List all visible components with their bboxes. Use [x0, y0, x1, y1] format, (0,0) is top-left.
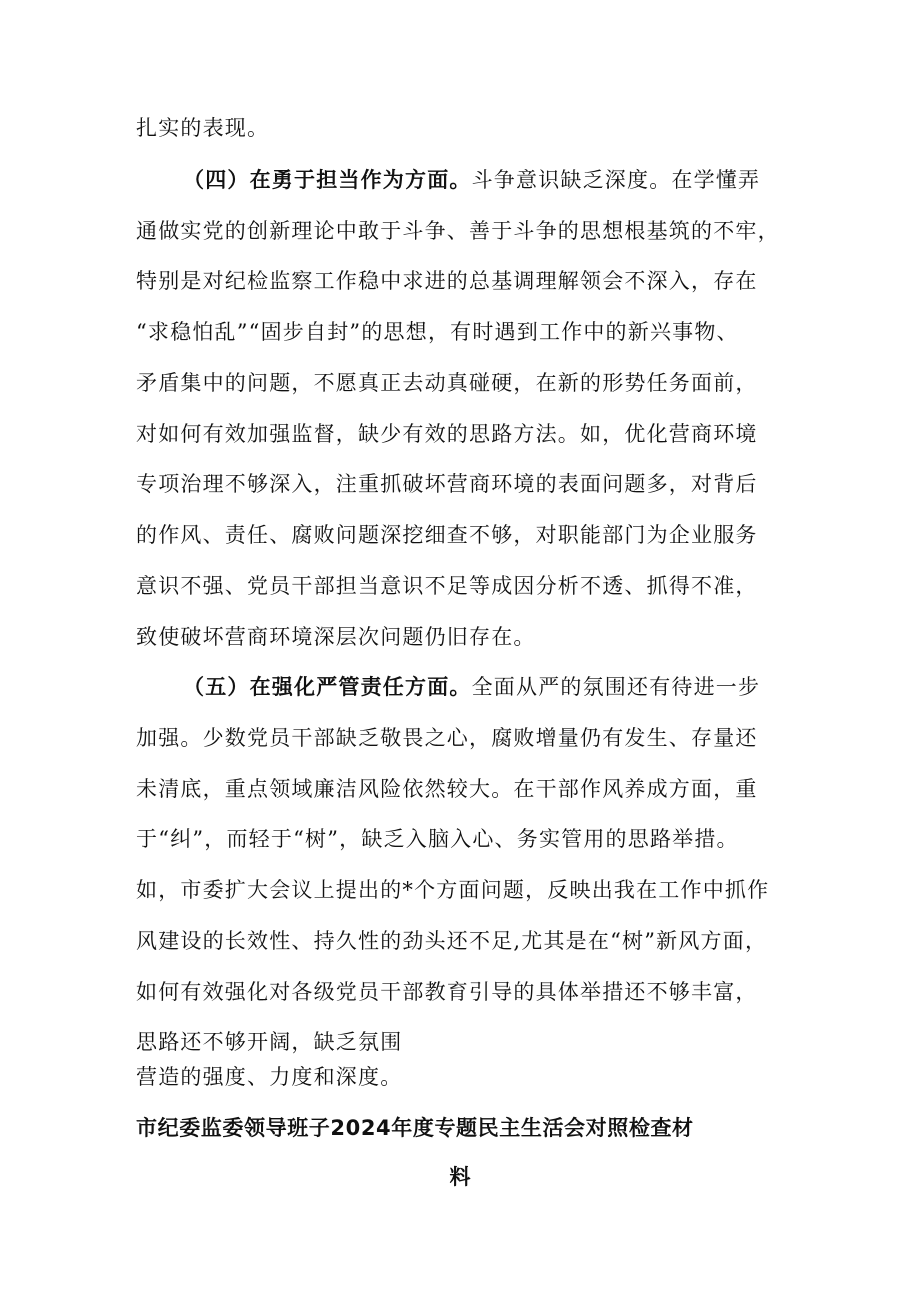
section-five-line-7: 思路还不够开阔，缺乏氛围: [136, 1030, 403, 1054]
previous-paragraph-tail: 扎实的表现。: [136, 116, 270, 140]
section-five-line-8: 营造的强度、力度和深度。: [136, 1065, 403, 1089]
section-five-line-2: 未清底，重点领域廉洁风险依然较大。在干部作风养成方面，重: [136, 777, 758, 801]
section-four-line-4: 矛盾集中的问题，不愿真正去动真碰硬，在新的形势任务面前，: [136, 371, 758, 395]
section-four-line-2: 特别是对纪检监察工作稳中求进的总基调理解领会不深入，存在: [136, 269, 758, 293]
section-four-line-6: 专项治理不够深入，注重抓破坏营商环境的表面问题多，对背后: [136, 472, 758, 496]
section-five-line-0: 全面从严的氛围还有待进一步: [471, 675, 761, 699]
section-four-first-line: [183, 166, 813, 194]
section-five-line-1: 加强。少数党员干部缺乏敬畏之心，腐败增量仍有发生、存量还: [136, 726, 758, 750]
section-four-line-8: 意识不强、党员干部担当意识不足等成因分析不透、抓得不准，: [136, 574, 758, 598]
section-five-first-line: [183, 673, 813, 701]
next-document-title-line-2: 料: [449, 1165, 471, 1189]
section-four-line-5: 对如何有效加强监督，缺少有效的思路方法。如，优化营商环境: [136, 422, 758, 446]
section-five-heading: （五）在强化严管责任方面。: [183, 674, 472, 699]
section-four-line-7: 的作风、责任、腐败问题深挖细查不够，对职能部门为企业服务: [136, 523, 758, 547]
section-five-line-4: 如，市委扩大会议上提出的*个方面问题，反映出我在工作中抓作: [136, 878, 770, 902]
section-four-line-1: 通做实党的创新理论中敢于斗争、善于斗争的思想根基筑的不牢，: [136, 219, 780, 243]
section-four-line-3: “求稳怕乱”“固步自封”的思想，有时遇到工作中的新兴事物、: [136, 320, 739, 344]
section-five-line-3: 于“纠”，而轻于“树”，缺乏入脑入心、务实管用的思路举措。: [136, 827, 739, 851]
section-four-line-0: 斗争意识缺乏深度。在学懂弄: [471, 168, 761, 192]
section-four-line-9: 致使破坏营商环境深层次问题仍旧存在。: [136, 625, 536, 649]
next-document-title-line-1: 市纪委监委领导班子2024年度专题民主生活会对照检查材: [136, 1116, 694, 1140]
section-four-heading: （四）在勇于担当作为方面。: [183, 167, 472, 192]
section-five-line-6: 如何有效强化对各级党员干部教育引导的具体举措还不够丰富，: [136, 980, 758, 1004]
section-five-line-5: 风建设的长效性、持久性的劲头还不足,尤其是在“树”新风方面，: [136, 929, 768, 953]
